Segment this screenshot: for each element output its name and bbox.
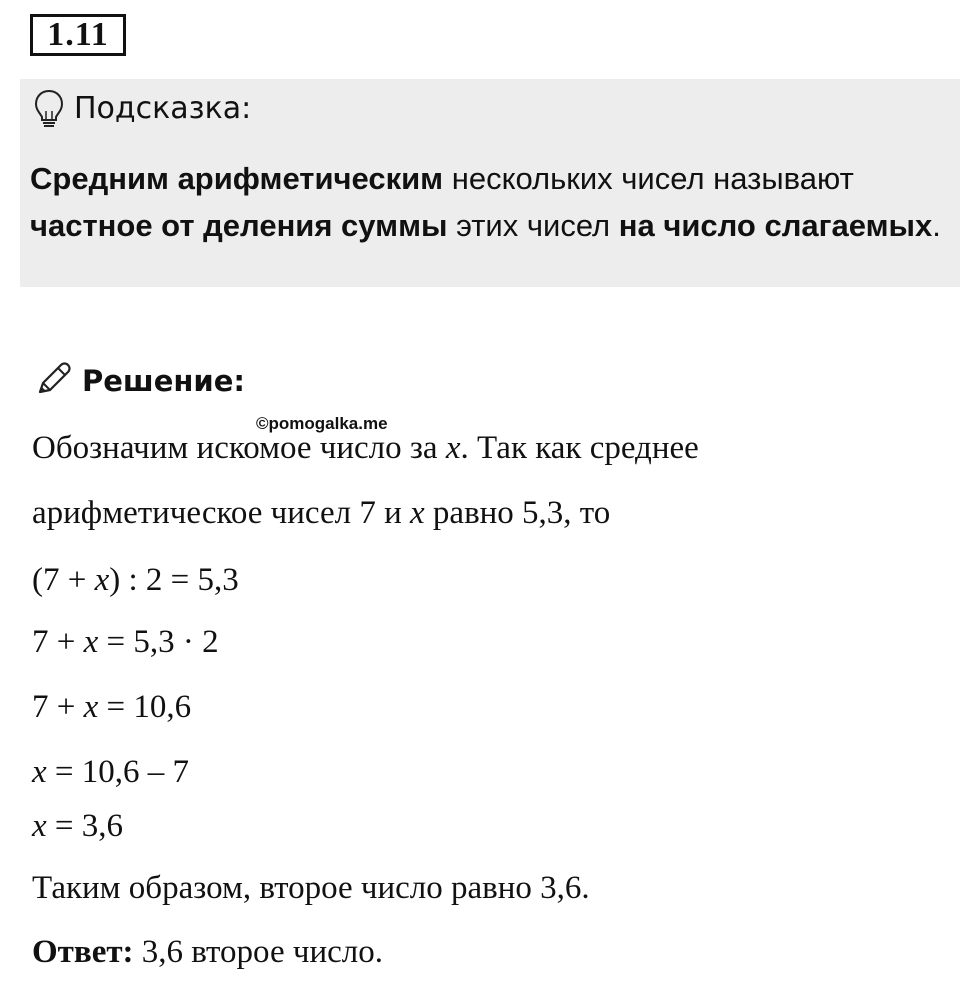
equation-1 [32, 560, 239, 600]
lightbulb-icon [34, 89, 64, 129]
equation-text: ) : 2 = 5,3 [109, 562, 239, 598]
variable-x: x [445, 430, 461, 466]
solution-text: Обозначим искомое число за [32, 430, 446, 466]
equation-3 [32, 687, 191, 727]
hint-text [30, 155, 950, 249]
hint-line-1-rest: нескольких чисел называют [443, 161, 854, 196]
hint-line-2-mid: этих чисел [447, 208, 619, 243]
solution-header [34, 358, 245, 404]
solution-line-1 [32, 428, 699, 468]
hint-line-2 [30, 202, 950, 249]
variable-x: x [83, 689, 99, 725]
equation-text: 7 + [32, 624, 84, 660]
hint-definition-bold: частное от деления суммы [30, 208, 448, 243]
hint-divisor-bold: на число слагаемых [618, 208, 933, 243]
hint-line-1 [30, 155, 950, 202]
solution-line-2 [32, 493, 610, 533]
variable-x: x [94, 562, 110, 598]
pencil-icon [34, 360, 72, 403]
answer-text: 3,6 второе число. [133, 934, 383, 970]
solution-text: арифметическое чисел 7 и [32, 495, 411, 531]
variable-x: x [32, 754, 47, 790]
variable-x: x [410, 495, 425, 531]
task-number: 1.11 [30, 14, 126, 56]
hint-line-2-end: . [932, 208, 941, 243]
solution-text: . Так как среднее [460, 430, 699, 466]
equation-text: = 10,6 [98, 689, 192, 725]
equation-4 [32, 752, 189, 792]
answer-label: Ответ: [32, 934, 134, 970]
equation-text: (7 + [32, 562, 95, 598]
equation-2 [32, 622, 219, 662]
hint-term-bold: Средним арифметическим [30, 161, 444, 196]
variable-x: x [32, 808, 47, 844]
equation-text: 7 + [32, 689, 84, 725]
hint-header [34, 87, 251, 131]
hint-title: Подсказка: [74, 91, 252, 126]
watermark: ©pomogalka.me [256, 414, 388, 433]
answer-line [32, 932, 383, 972]
conclusion: Таким образом, второе число равно 3,6. [32, 870, 590, 906]
equation-text: = 3,6 [46, 808, 124, 844]
equation-text: = 5,3 · 2 [98, 624, 219, 660]
hint-box [20, 79, 960, 287]
solution-text: равно 5,3, то [424, 495, 611, 531]
variable-x: x [83, 624, 99, 660]
solution-title: Решение: [82, 364, 246, 398]
equation-text: = 10,6 – 7 [46, 754, 190, 790]
equation-5 [32, 806, 123, 846]
